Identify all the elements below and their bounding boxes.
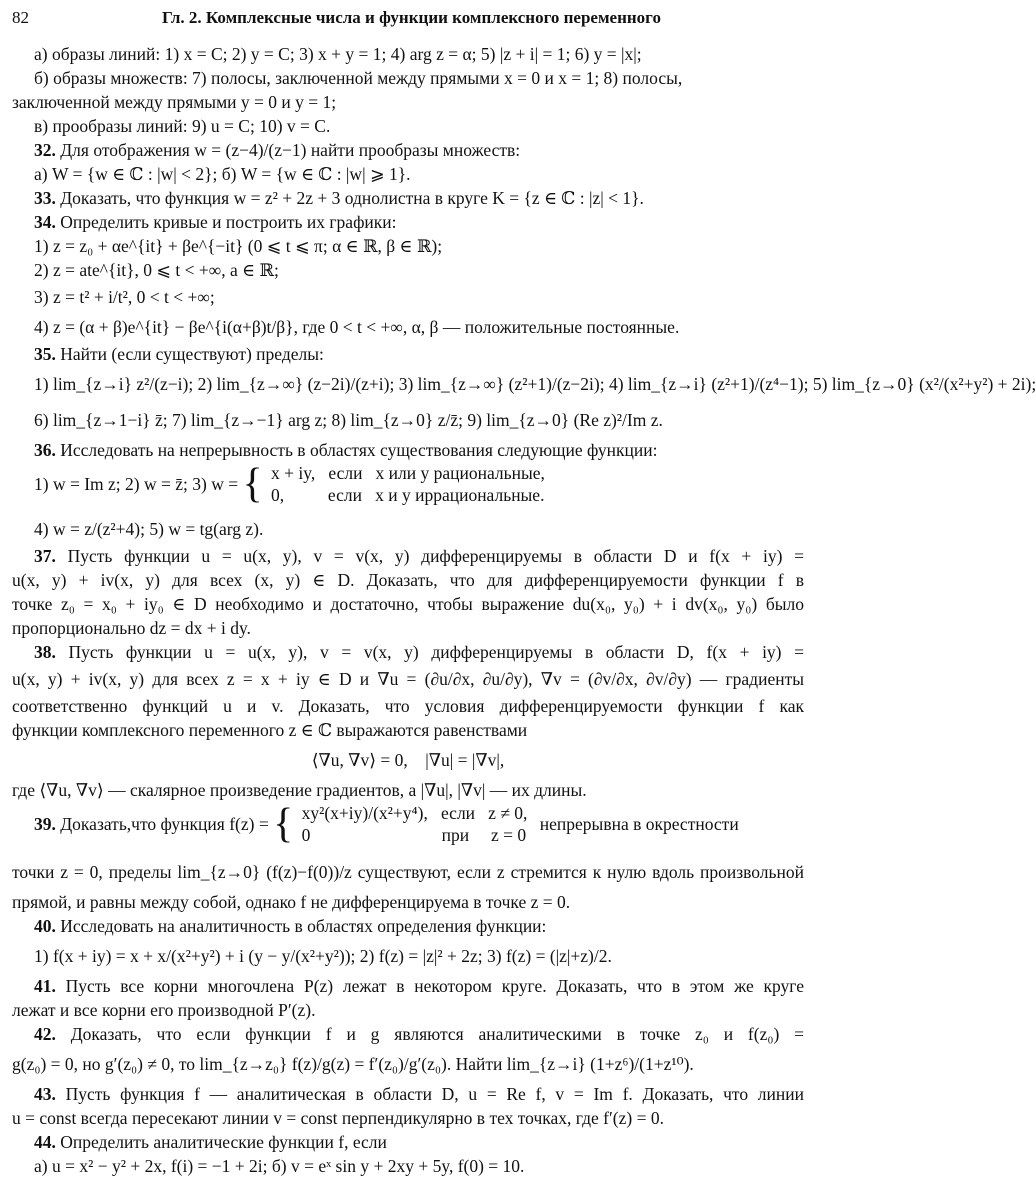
text-line: соответственно функций u и v. Доказать, что условия дифференцируемости функции f как: [12, 696, 804, 716]
problem-text: Пусть функция f — аналитическая в области D, u = Re f, v = Im f. Доказать, что линии: [65, 1084, 804, 1104]
text-line: пропорционально dz = dx + i dy.: [12, 618, 251, 638]
problem-38: [12, 640, 804, 664]
problem-text: Доказать,что функция f(z) =: [60, 814, 269, 834]
text-line: u = const всегда пересекают линии v = const перпендикулярно в тех точках, где f′(z) = 0.: [12, 1108, 664, 1128]
problem-number: 44.: [34, 1132, 56, 1152]
formula-line: g(z₀) = 0, но g′(z₀) ≠ 0, то lim_{z→z₀} f(z)/g(z) = f′(z₀)/g′(z₀). Найти lim_{z→i} (1+z⁶)/(1+z¹⁰).: [12, 1054, 694, 1074]
formula-line: 1) lim_{z→i} z²/(z−i); 2) lim_{z→∞} (z−2i)/(z+i); 3) lim_{z→∞} (z²+1)/(z−2i); 4) lim_{z→i} (z²+1)/(z⁴−1); 5) lim_{z→0} (x²/(x²+y²) + 2i);: [34, 374, 1036, 394]
text-line: в) прообразы линий: 9) u = C; 10) v = C.: [34, 116, 331, 136]
problem-text: Найти (если существуют) пределы:: [60, 344, 324, 364]
formula-line: 6) lim_{z→1−i} z̄; 7) lim_{z→−1} arg z; 8) lim_{z→0} z/z̄; 9) lim_{z→0} (Re z)²/Im z.: [34, 410, 663, 430]
text-line: заключенной между прямыми y = 0 и y = 1;: [12, 92, 337, 112]
problem-number: 39.: [34, 814, 56, 834]
cases: [302, 802, 528, 846]
formula-line: 4) z = (α + β)e^{it} − βe^{i(α+β)t/β}, где 0 < t < +∞, α, β — положительные постоянные.: [34, 317, 680, 337]
formula-line: 4) w = z/(z²+4); 5) w = tg(arg z).: [34, 519, 264, 539]
problem-41: [12, 974, 804, 998]
problem-number: 38.: [34, 642, 56, 662]
case-line: 0, если x и y иррациональные.: [271, 485, 545, 505]
problem-35: [12, 342, 804, 366]
problem-40: [12, 914, 804, 938]
problem-number: 34.: [34, 212, 56, 232]
problem-33: [12, 186, 804, 210]
running-title: Гл. 2. Комплексные числа и функции комплексного переменного: [162, 8, 661, 27]
problem-number: 35.: [34, 344, 56, 364]
problem-32: [12, 138, 804, 162]
page-header: [12, 6, 802, 32]
formula-line: 1) z = z₀ + αe^{it} + βe^{−it} (0 ⩽ t ⩽ π; α ∈ ℝ, β ∈ ℝ);: [34, 236, 443, 256]
case-line: x + iy, если x или y рациональные,: [271, 463, 545, 483]
problem-number: 32.: [34, 140, 56, 160]
text-line: u(x, y) + iv(x, y) для всех (x, y) ∈ D. Доказать, что для дифференцируемости функции f в: [12, 570, 804, 590]
case-line: xy²(x+iy)/(x²+y⁴), если z ≠ 0,: [301, 803, 528, 823]
formula-line: 3) z = t² + i/t², 0 < t < +∞;: [34, 287, 215, 307]
problem-42: [12, 1022, 804, 1046]
page-number: 82: [12, 8, 29, 27]
text-line: а) образы линий: 1) x = C; 2) y = C; 3) x + y = 1; 4) arg z = α; 5) |z + i| = 1; 6) y = |x|;: [34, 44, 642, 64]
problem-number: 36.: [34, 440, 56, 460]
problem-43: [12, 1082, 804, 1106]
problem-text: Пусть функции u = u(x, y), v = v(x, y) дифференцируемы в области D, f(x + iy) =: [68, 642, 805, 662]
cases: [271, 462, 545, 506]
problem-number: 40.: [34, 916, 56, 936]
page-body: [12, 42, 1036, 1178]
problem-number: 43.: [34, 1084, 56, 1104]
text-line: функции комплексного переменного z ∈ ℂ выражаются равенствами: [12, 720, 528, 740]
problem-39: [12, 802, 804, 854]
formula-line: 2) z = ate^{it}, 0 ⩽ t < +∞, a ∈ ℝ;: [34, 260, 279, 280]
text-line: точки z = 0, пределы lim_{z→0} (f(z)−f(0))/z существуют, если z стремится к нулю вдоль произвольной: [12, 862, 804, 882]
problem-36: [12, 438, 804, 462]
problem-37: [12, 544, 804, 568]
problem-number: 42.: [34, 1024, 56, 1044]
left-brace: {: [273, 801, 294, 847]
problem-34: [12, 210, 804, 234]
formula-prefix: 1) w = Im z; 2) w = z̄; 3) w =: [34, 474, 239, 494]
problem-text: Определить кривые и построить их графики:: [60, 212, 397, 232]
problem-text: Доказать, что если функции f и g являются аналитическими в точке z₀ и f(z₀) =: [70, 1024, 805, 1044]
problem-44: [12, 1130, 804, 1154]
problem-number: 41.: [34, 976, 56, 996]
problem-text-tail: непрерывна в окрестности: [539, 814, 739, 834]
text-line: б) образы множеств: 7) полосы, заключенной между прямыми x = 0 и x = 1; 8) полосы,: [34, 68, 683, 88]
text-line: прямой, и равны между собой, однако f не дифференцируема в точке z = 0.: [12, 892, 571, 912]
problem-text: Доказать, что функция w = z² + 2z + 3 однолистна в круге K = {z ∈ ℂ : |z| < 1}.: [60, 188, 644, 208]
text-line: где ⟨∇u, ∇v⟩ — скалярное произведение градиентов, а |∇u|, |∇v| — их длины.: [12, 780, 587, 800]
problem-text: Определить аналитические функции f, если: [60, 1132, 387, 1152]
text-line: точке z₀ = x₀ + iy₀ ∈ D необходимо и достаточно, чтобы выражение du(x₀, y₀) + i dv(x₀, y₀) было: [12, 594, 804, 614]
left-brace: {: [242, 461, 263, 507]
formula-line: 1) f(x + iy) = x + x/(x²+y²) + i (y − y/(x²+y²)); 2) f(z) = |z|² + 2z; 3) f(z) = (|z|+z)/2.: [34, 946, 612, 966]
problem-text: Пусть все корни многочлена P(z) лежат в некотором круге. Доказать, что в этом же круге: [65, 976, 804, 996]
problem-text: Исследовать на непрерывность в областях существования следующие функции:: [60, 440, 658, 460]
problem-text: Исследовать на аналитичность в областях определения функции:: [60, 916, 547, 936]
text-line: лежат и все корни его производной P′(z).: [12, 1000, 316, 1020]
case-line: 0 при z = 0: [301, 825, 527, 845]
problem-text: Для отображения w = (z−4)/(z−1) найти прообразы множеств:: [60, 140, 521, 160]
problem-text: Пусть функции u = u(x, y), v = v(x, y) дифференцируемы в области D и f(x + iy) =: [67, 546, 804, 566]
problem-number: 33.: [34, 188, 56, 208]
piecewise-line: [12, 462, 804, 514]
text-line: u(x, y) + iv(x, y) для всех z = x + iy ∈ D и ∇u = (∂u/∂x, ∂u/∂y), ∇v = (∂v/∂x, ∂v/∂y) — градиенты: [12, 669, 804, 689]
text-line: а) W = {w ∈ ℂ : |w| < 2}; б) W = {w ∈ ℂ : |w| ⩾ 1}.: [34, 164, 411, 184]
formula-line: а) u = x² − y² + 2x, f(i) = −1 + 2i; б) v = eˣ sin y + 2xy + 5y, f(0) = 10.: [34, 1156, 525, 1176]
problem-number: 37.: [34, 546, 56, 566]
display-formula: ⟨∇u, ∇v⟩ = 0, |∇u| = |∇v|,: [311, 750, 505, 770]
